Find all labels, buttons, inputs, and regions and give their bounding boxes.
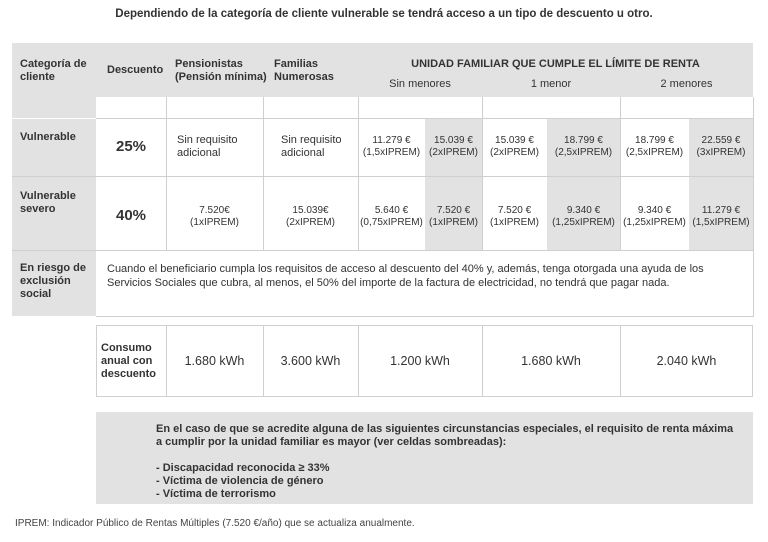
consumo-value: 1.680 kWh: [521, 354, 581, 368]
renta-cell: 15.039 € (2xIPREM): [429, 135, 478, 158]
note-item: - Víctima de terrorismo: [156, 488, 276, 500]
renta-cell: 9.340 € (1,25xIPREM): [552, 205, 615, 228]
consumo-value: 3.600 kWh: [280, 354, 341, 368]
familias-severo: 15.039€ (2xIPREM): [286, 205, 335, 228]
renta-cell: 11.279 € (1,5xIPREM): [692, 205, 750, 228]
renta-cell: 15.039 € (2xIPREM): [490, 135, 539, 158]
header-categoria: Categoría de cliente: [20, 58, 87, 83]
header-1-menor: 1 menor: [530, 78, 572, 90]
familias-vulnerable: Sin requisito adicional: [281, 134, 342, 159]
consumo-value: 1.680 kWh: [184, 354, 245, 368]
page-title: Dependiendo de la categoría de cliente vulnerable se tendrá acceso a un tipo de descuento u otro.: [115, 8, 653, 20]
consumo-value: 2.040 kWh: [656, 354, 717, 368]
renta-cell: 18.799 € (2,5xIPREM): [554, 135, 613, 158]
descuento-severo: 40%: [115, 207, 147, 224]
note-item: - Víctima de violencia de género: [156, 475, 324, 487]
footnote: IPREM: Indicador Público de Rentas Múltiples (7.520 €/año) que se actualiza anualmente.: [15, 518, 415, 529]
header-familias: Familias Numerosas: [274, 58, 334, 83]
header-pensionistas: Pensionistas (Pensión mínima): [175, 58, 267, 83]
consumo-value: 1.200 kWh: [390, 354, 450, 368]
consumo-label: Consumo anual con descuento: [101, 342, 157, 380]
note-item: - Discapacidad reconocida ≥ 33%: [156, 462, 330, 474]
note-intro: En el caso de que se acredite alguna de las siguientes circunstancias especiales, el requisito de renta máxima a cumplir por la unidad familiar es mayor (ver celdas sombreadas):: [156, 423, 734, 448]
row-label-vulnerable-severo: Vulnerable severo: [20, 190, 76, 215]
header-unidad-familiar: UNIDAD FAMILIAR QUE CUMPLE EL LÍMITE DE RENTA: [411, 58, 700, 70]
renta-cell: 22.559 € (3xIPREM): [696, 135, 746, 158]
header-2-menores: 2 menores: [660, 78, 713, 90]
row-label-vulnerable: Vulnerable: [20, 131, 76, 143]
descuento-vulnerable: 25%: [115, 138, 147, 155]
renta-cell: 7.520 € (1xIPREM): [490, 205, 539, 228]
renta-cell: 18.799 € (2,5xIPREM): [625, 135, 684, 158]
pensionistas-vulnerable: Sin requisito adicional: [177, 134, 238, 159]
renta-cell: 11.279 € (1,5xIPREM): [362, 135, 421, 158]
header-descuento: Descuento: [107, 64, 164, 76]
renta-cell: 5.640 € (0,75xIPREM): [360, 205, 423, 228]
row-label-riesgo-exclusion: En riesgo de exclusión social: [20, 262, 87, 300]
pensionistas-severo: 7.520€ (1xIPREM): [190, 205, 239, 228]
riesgo-description: Cuando el beneficiario cumpla los requisitos de acceso al descuento del 40% y, además, tenga otorgada una ayuda de los Servicios Sociales que cubra, al menos, el 50% del importe de la factura de electricidad, no tendrá que pagar nada.: [107, 263, 704, 289]
header-sin-menores: Sin menores: [389, 78, 451, 90]
renta-cell: 7.520 € (1xIPREM): [429, 205, 478, 228]
renta-cell: 9.340 € (1,25xIPREM): [623, 205, 686, 228]
